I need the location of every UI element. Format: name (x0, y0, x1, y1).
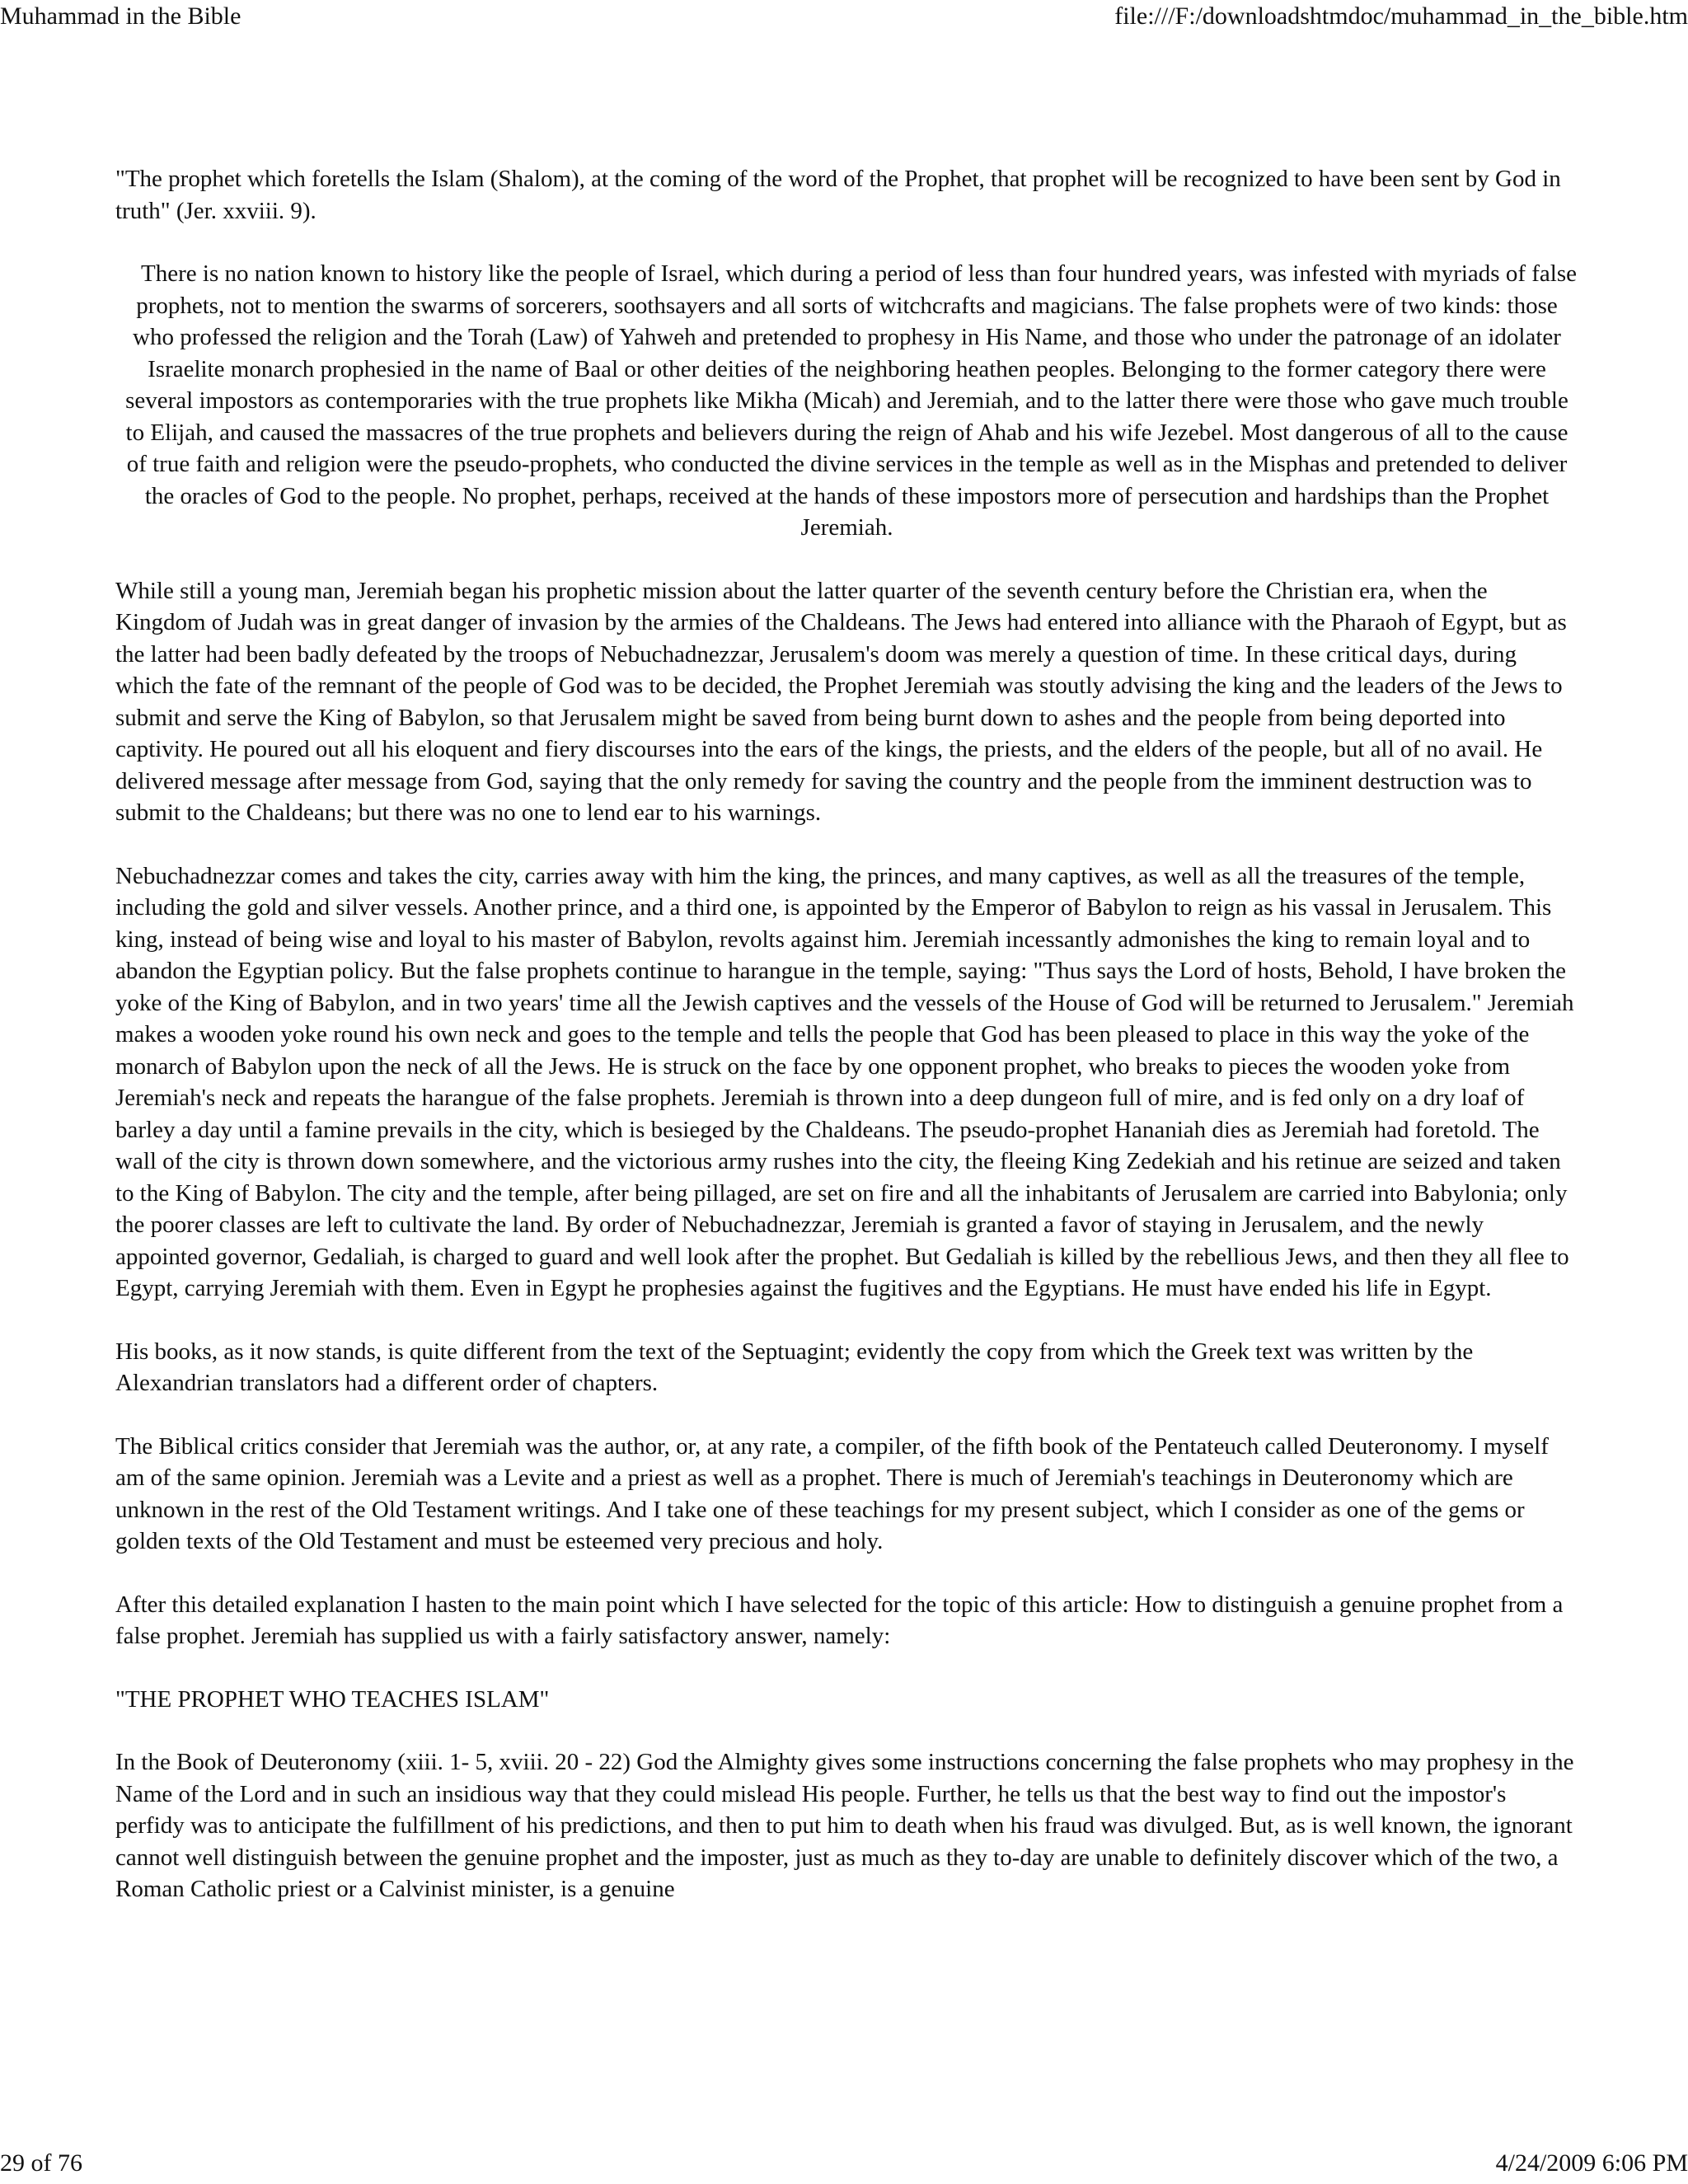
paragraph-false-prophets: There is no nation known to history like the people of Israel, which during a period of less than four hundred years, was infested with myriads of false prophets, not to mention the swarms of sorcerers, soothsayers and all sorts of witchcrafts and magicians. The false prophets were of two kinds: those who professed the religion and the Torah (Law) of Yahweh and pretended to prophesy in His Name, and those who under the patronage of an idolater Israelite monarch prophesied in the name of Baal or other deities of the neighboring heathen peoples. Belonging to the former category there were several impostors as contemporaries with the true prophets like Mikha (Micah) and Jeremiah, and to the latter there were those who gave much trouble to Elijah, and caused the massacres of the true prophets and believers during the reign of Ahab and his wife Jezebel. Most dangerous of all to the cause of true faith and religion were the pseudo-prophets, who conducted the divine services in the temple as well as in the Misphas and pretended to deliver the oracles of God to the people. No prophet, perhaps, received at the hands of these impostors more of persecution and hardships than the Prophet Jeremiah. (117, 260, 1577, 541)
article-body (115, 163, 1578, 1937)
page-number: 29 of 76 (0, 2149, 82, 2177)
paragraph-jeremiah-mission: While still a young man, Jeremiah began his prophetic mission about the latter quarter of the seventh century before the Christian era, when the Kingdom of Judah was in great danger of invasion by the armies of the Chaldeans. The Jews had entered into alliance with the Pharaoh of Egypt, but as the latter had been badly defeated by the troops of Nebuchadnezzar, Jerusalem's doom was merely a question of time. In these critical days, during which the fate of the remnant of the people of God was to be decided, the Prophet Jeremiah was stoutly advising the king and the leaders of the Jews to submit and serve the King of Babylon, so that Jerusalem might be saved from being burnt down to ashes and the people from being deported into captivity. He poured out all his eloquent and fiery discourses into the ears of the kings, the priests, and the elders of the people, but all of no avail. He delivered message after message from God, saying that the only remedy for saving the country and the people from the imminent destruction was to submit to the Chaldeans; but there was no one to lend ear to his warnings. (115, 577, 1567, 826)
file-url: file:///F:/downloadshtmdoc/muhammad_in_the_bible.htm (1114, 2, 1688, 30)
paragraph-quote-jeremiah: "The prophet which foretells the Islam (Shalom), at the coming of the word of the Prophet, that prophet will be recognized to have been sent by God in truth" (Jer. xxviii. 9). (115, 166, 1561, 224)
print-datetime: 4/24/2009 6:06 PM (1495, 2149, 1688, 2177)
paragraph-main-point: After this detailed explanation I hasten to the main point which I have selected for the topic of this article: How to distinguish a genuine prophet from a false prophet. Jeremiah has supplied us with a fairly satisfactory answer, namely: (115, 1591, 1564, 1649)
paragraph-nebuchadnezzar: Nebuchadnezzar comes and takes the city, carries away with him the king, the princes, and many captives, as well as all the treasures of the temple, including the gold and silver vessels. Another prince, and a third one, is appointed by the Emperor of Babylon to reign as his vassal in Jerusalem. This king, instead of being wise and loyal to his master of Babylon, revolts against him. Jeremiah incessantly admonishes the king to remain loyal and to abandon the Egyptian policy. But the false prophets continue to harangue in the temple, saying: "Thus says the Lord of hosts, Behold, I have broken the yoke of the King of Babylon, and in two years' time all the Jewish captives and the vessels of the House of God will be returned to Jerusalem." Jeremiah makes a wooden yoke round his own neck and goes to the temple and tells the people that God has been pleased to place in this way the yoke of the monarch of Babylon upon the neck of all the Jews. He is struck on the face by one opponent prophet, who breaks to pieces the wooden yoke from Jeremiah's neck and repeats the harangue of the false prophets. Jeremiah is thrown into a deep dungeon full of mire, and is fed only on a dry loaf of barley a day until a famine prevails in the city, which is besieged by the Chaldeans. The pseudo-prophet Hananiah dies as Jeremiah had foretold. The wall of the city is thrown down somewhere, and the victorious army rushes into the city, the fleeing King Zedekiah and his retinue are seized and taken to the King of Babylon. The city and the temple, after being pillaged, are set on fire and all the inhabitants of Jerusalem are carried into Babylonia; only the poorer classes are left to cultivate the land. By order of Nebuchadnezzar, Jeremiah is granted a favor of staying in Jerusalem, and the newly appointed governor, Gedaliah, is charged to guard and well look after the prophet. But Gedaliah is killed by the rebellious Jews, and then they all flee to Egypt, carrying Jeremiah with them. Even in Egypt he prophesies against the fugitives and the Egyptians. He must have ended his life in Egypt. (115, 862, 1574, 1301)
paragraph-septuagint: His books, as it now stands, is quite different from the text of the Septuagint; evidently the copy from which the Greek text was written by the Alexandrian translators had a different order of chapters. (115, 1338, 1474, 1396)
paragraph-deuteronomy-instructions: In the Book of Deuteronomy (xiii. 1- 5, xviii. 20 - 22) God the Almighty gives some instructions concerning the false prophets who may prophesy in the Name of the Lord and in such an insidious way that they could mislead His people. Further, he tells us that the best way to find out the impostor's perfidy was to anticipate the fulfillment of his predictions, and then to put him to death when his fraud was divulged. But, as is well known, the ignorant cannot well distinguish between the genuine prophet and the imposter, just as much as they to-day are unable to definitely discover which of the two, a Roman Catholic priest or a Calvinist minister, is a genuine (115, 1749, 1574, 1902)
print-header (0, 0, 1688, 33)
document-title: Muhammad in the Bible (0, 2, 241, 30)
print-footer (0, 2147, 1688, 2180)
section-heading: "THE PROPHET WHO TEACHES ISLAM" (115, 1685, 550, 1713)
paragraph-deuteronomy-author: The Biblical critics consider that Jeremiah was the author, or, at any rate, a compiler, of the fifth book of the Pentateuch called Deuteronomy. I myself am of the same opinion. Jeremiah was a Levite and a priest as well as a prophet. There is much of Jeremiah's teachings in Deuteronomy which are unknown in the rest of the Old Testament writings. And I take one of these teachings for my present subject, which I consider as one of the gems or golden texts of the Old Testament and must be esteemed very precious and holy. (115, 1432, 1549, 1554)
